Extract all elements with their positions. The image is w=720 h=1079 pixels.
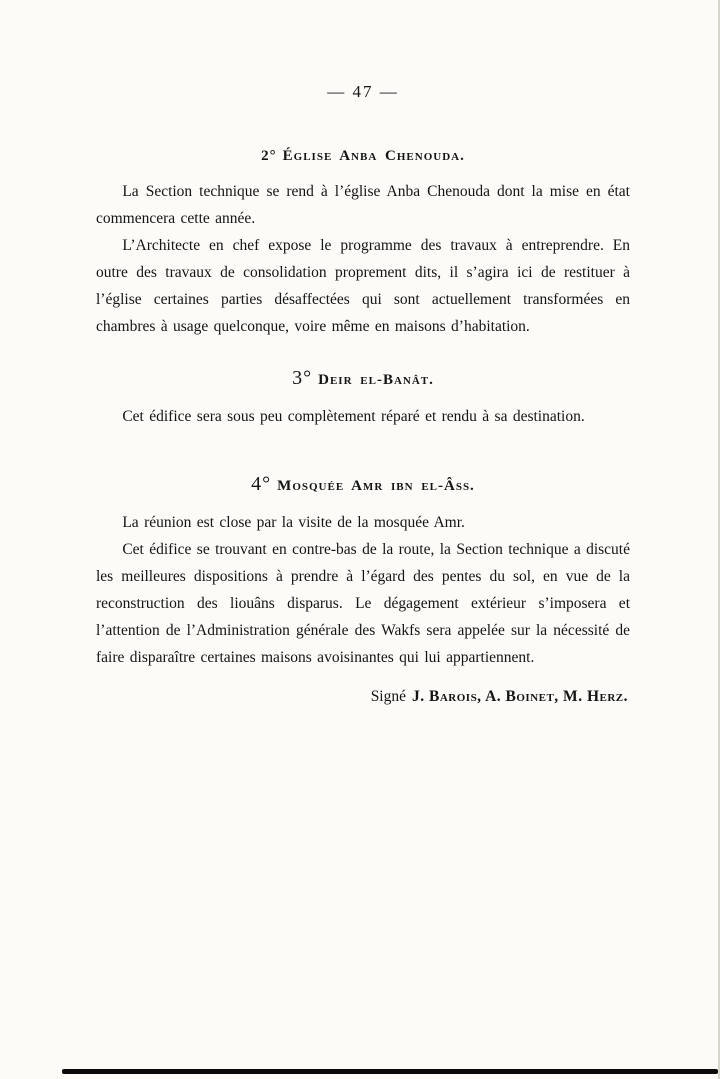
- section-heading-eglise-anba-chenouda: [96, 148, 630, 165]
- section-number: 2°: [261, 148, 277, 164]
- paragraph: La Section technique se rend à l’église Anba Chenouda dont la mise en état commencera cette année.: [96, 183, 630, 227]
- section-title: Mosquée Amr ibn el-Âss.: [277, 477, 475, 494]
- paragraph: L’Architecte en chef expose le programme des travaux à entreprendre. En outre des travaux de consolidation proprement dits, il s’agira ici de restituer à l’église certaines parties désaffectées qui sont actuellement transformées en chambres à usage quelconque, voire même en maisons d’habitation.: [96, 236, 630, 335]
- section-number: 3°: [292, 366, 313, 389]
- section-number: 4°: [251, 472, 272, 495]
- section-title: Deir el-Banât.: [318, 371, 434, 388]
- signature-prefix: Signé: [370, 687, 406, 705]
- section-heading-deir-el-banat: [96, 367, 630, 390]
- scan-edge-artifact: [62, 1069, 718, 1074]
- signature-line: [96, 688, 630, 706]
- paragraph: La réunion est close par la visite de la mosquée Amr.: [122, 513, 465, 531]
- signature-names: J. Barois, A. Boinet, M. Herz.: [412, 687, 628, 705]
- paragraph: Cet édifice sera sous peu complètement réparé et rendu à sa destination.: [122, 407, 585, 425]
- paragraph: Cet édifice se trouvant en contre-bas de la route, la Section technique a discuté les meilleures dispositions à prendre à l’égard des pentes du sol, en vue de la reconstruction des liouâns disparus. Le dégagement extérieur s’imposera et l’attention de l’Administration générale des Wakfs sera appelée sur la nécessité de faire disparaître certaines maisons avoisinantes qui lui appartiennent.: [96, 540, 630, 666]
- section-title: Église Anba Chenouda.: [282, 148, 465, 164]
- section-heading-mosquee-amr: [96, 473, 630, 496]
- page-number: — 47 —: [327, 82, 399, 101]
